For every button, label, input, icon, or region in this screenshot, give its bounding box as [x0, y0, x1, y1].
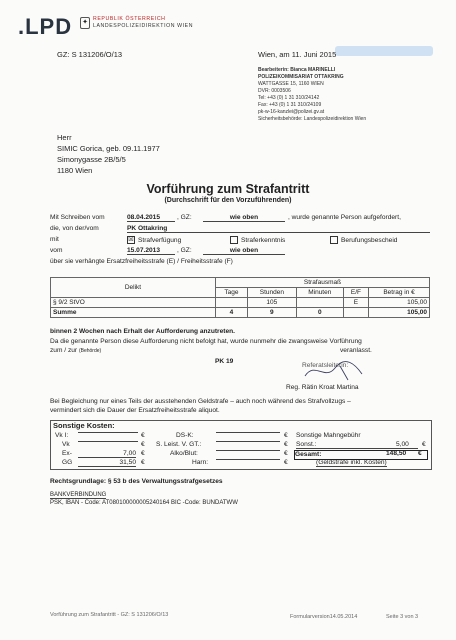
col-stunden: Stunden	[247, 288, 296, 298]
sum-minuten: 0	[296, 308, 343, 318]
euro-sign: €	[141, 459, 145, 466]
col-ef: E/F	[343, 288, 368, 298]
contact-line: Fax: +43 (0) 1 31 310/24109	[258, 102, 322, 108]
col-betrag: Betrag in €	[369, 288, 430, 298]
form-row-letter-date	[50, 214, 105, 221]
table-row	[51, 298, 430, 308]
row1-tail: , wurde genannte Person aufgefordert,	[288, 214, 401, 221]
signatory-name: Reg. Rätin Kroat Martina	[286, 384, 359, 391]
euro-sign: €	[284, 432, 288, 439]
decision-gz: wie oben	[203, 247, 285, 255]
org-line-1: REPUBLIK ÖSTERREICH	[93, 16, 166, 22]
address-line: 1180 Wien	[57, 166, 93, 175]
cell-ef: E	[343, 298, 368, 308]
cost-alko: Alko/Blut:	[170, 450, 198, 457]
cell-betrag: 105,00	[369, 298, 430, 308]
euro-sign: €	[141, 441, 145, 448]
checkbox-checked[interactable]: ☒	[128, 237, 134, 243]
penalty-table	[50, 277, 430, 318]
signature-label: Referatsleiterin:	[302, 362, 349, 369]
table-header-row	[51, 278, 430, 288]
checkbox[interactable]	[230, 236, 238, 244]
total-label: Gesamt:	[295, 451, 322, 458]
sleist-field	[216, 441, 280, 442]
cost-ex: Ex-	[62, 450, 72, 457]
deadline-notice: binnen 2 Wochen nach Erhalt der Aufforderung anzutreten.	[50, 328, 236, 335]
vkl-field	[78, 432, 138, 433]
contact-line: pk-w-16-kanzlei@polizei.gv.at	[258, 109, 325, 115]
contact-block	[258, 67, 366, 123]
row3-label: mit	[50, 236, 59, 243]
sum-tage: 4	[216, 308, 248, 318]
contact-line: WATTGASSE 15, 1160 WIEN	[258, 81, 324, 87]
address-line: Herr	[57, 133, 72, 142]
document-subtitle: (Durchschrift für den Vorzuführenden)	[164, 197, 292, 204]
cell-tage	[216, 298, 248, 308]
bank-title: BANKVERBINDUNG	[50, 492, 107, 498]
notice-authority	[50, 347, 101, 354]
sonst-label: Sonst.:	[296, 441, 317, 448]
reference-number: GZ: S 131206/O/13	[57, 50, 123, 59]
issuing-authority: PK Ottakring	[127, 225, 430, 233]
footer-page: Seite 3 von 3	[386, 614, 419, 620]
row5-text: über sie verhängte Ersatzfreiheitsstrafe (E) / Freiheitsstrafe (F)	[50, 258, 233, 265]
blue-stamp	[335, 46, 433, 56]
notice-zum: zum / zur	[50, 347, 78, 354]
cost-vkl: Vk I:	[55, 432, 69, 439]
euro-sign: €	[422, 441, 426, 448]
address-line: Simonygasse 2B/5/5	[57, 155, 126, 164]
alko-field	[216, 450, 280, 451]
harn-field	[216, 459, 280, 460]
lpd-logo: .LPD	[18, 14, 73, 39]
notice-behoerde: (Behörde)	[78, 348, 102, 354]
sum-ef	[343, 308, 368, 318]
euro-sign: €	[284, 450, 288, 457]
notice-text: Da die genannte Person diese Aufforderung nicht befolgt hat, wurde nunmehr die zwangsweise Vorführung	[50, 338, 362, 345]
decision-date: 15.07.2013	[127, 247, 175, 255]
costs-title: Sonstige Kosten:	[53, 421, 115, 430]
contact-line: Tel: +43 (0) 1 31 310/24142	[258, 95, 320, 101]
total-note: (Geldstrafe inkl. Kosten)	[316, 459, 387, 466]
col-tage: Tage	[216, 288, 248, 298]
payment-note-1: Bei Begleichung nur eines Teils der ausstehenden Geldstrafe – auch noch während des Strafvollzugs –	[50, 398, 351, 405]
col-delikt: Delikt	[51, 278, 216, 298]
option-label: Berufungsbescheid	[341, 236, 398, 244]
total-value: 148,50	[386, 450, 407, 457]
bank-details: PSK, IBAN - Code: AT080100000005240164 BIC -Code: BUNDATWW	[50, 500, 238, 506]
contact-line: Bearbeiterin: Bianca MARINELLI	[258, 67, 336, 73]
cost-vk: Vk	[62, 441, 70, 448]
cell-stunden: 105	[247, 298, 296, 308]
recipient-address	[57, 132, 160, 176]
document-title: Vorführung zum Strafantritt	[146, 182, 310, 196]
contact-line: POLIZEIKOMMISARIAT OTTAKRING	[258, 74, 344, 80]
sonstige-mahngebuehr: Sonstige Mahngebühr	[296, 432, 361, 439]
gg-value: 31,50	[78, 459, 136, 467]
sonst-value: 5,00	[396, 441, 409, 448]
option-label: Strafverfügung	[138, 236, 182, 244]
row2-label: die, von der/vom	[50, 225, 99, 232]
handwritten-signature	[300, 356, 380, 384]
row-label: Mit Schreiben vom	[50, 214, 105, 221]
col-minuten: Minuten	[296, 288, 343, 298]
gz-label: , GZ:	[177, 214, 192, 221]
payment-note-2: vermindert sich die Dauer der Ersatzfreiheitsstrafe aliquot.	[50, 407, 220, 414]
euro-sign: €	[284, 459, 288, 466]
police-station: PK 19	[215, 358, 234, 365]
vk-field	[78, 441, 138, 442]
footer-version: Formularversion14.05.2014	[290, 614, 358, 620]
euro-sign: €	[141, 450, 145, 457]
document-date: Wien, am 11. Juni 2015	[258, 50, 337, 59]
notice-veranlasst: veranlasst.	[340, 347, 372, 354]
option-strafverfuegung[interactable]	[127, 236, 181, 244]
gz-label: , GZ:	[177, 247, 192, 254]
col-strafausmass: Strafausmaß	[216, 278, 430, 288]
cell-delikt: § 9/2 StVO	[51, 298, 216, 308]
euro-sign: €	[418, 450, 422, 457]
euro-sign: €	[284, 441, 288, 448]
cost-sleist: S. Leist. V. GT.:	[156, 441, 202, 448]
table-sum-row	[51, 308, 430, 318]
option-berufungsbescheid[interactable]	[330, 236, 397, 244]
checkbox[interactable]	[330, 236, 338, 244]
row4-label: vom	[50, 247, 63, 254]
sum-stunden: 9	[247, 308, 296, 318]
contact-line: DVR: 0003506	[258, 88, 291, 94]
contact-line: Sicherheitsbehörde: Landespolizeidirektion Wien	[258, 116, 367, 122]
sum-betrag: 105,00	[369, 308, 430, 318]
cell-minuten	[296, 298, 343, 308]
ds-field	[216, 432, 280, 433]
letter-gz: wie oben	[203, 214, 285, 222]
footer-left: Vorführung zum Strafantritt - GZ: S 131206/O/13	[50, 612, 169, 618]
ex-value: 7,00	[78, 450, 136, 458]
eagle-icon: ✦	[80, 17, 90, 29]
cost-ds: DS-K:	[176, 432, 194, 439]
sum-label: Summe	[51, 308, 216, 318]
option-label: Straferkenntnis	[241, 236, 286, 244]
cost-harn: Harn:	[192, 459, 209, 466]
option-straferkenntnis[interactable]	[230, 236, 285, 244]
letter-date: 08.04.2015	[127, 214, 175, 222]
legal-basis: Rechtsgrundlage: § 53 b des Verwaltungsstrafgesetzes	[50, 478, 223, 485]
euro-sign: €	[141, 432, 145, 439]
org-line-2: LANDESPOLIZEIDIREKTION WIEN	[93, 23, 194, 29]
cost-gg: GG	[62, 459, 73, 466]
address-line: SIMIC Gorica, geb. 09.11.1977	[57, 144, 160, 153]
organisation-name	[93, 16, 193, 30]
